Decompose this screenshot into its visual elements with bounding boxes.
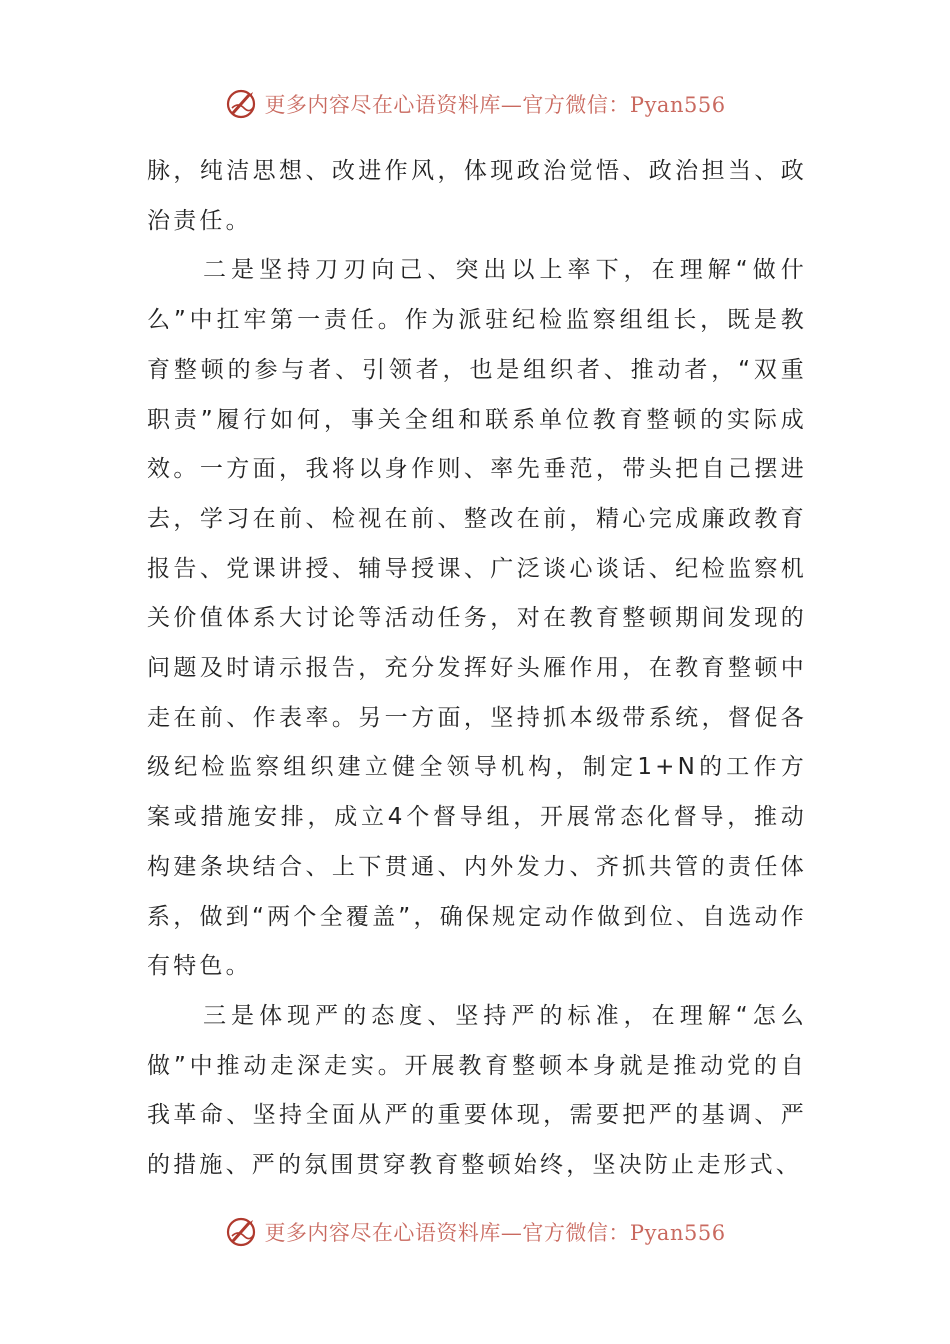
pen-seal-icon	[224, 1214, 260, 1250]
paragraph-third-point: 三是体现严的态度、坚持严的标准，在理解“怎么做”中推动走深走实。开展教育整顿本身就是推动党的自我革命、坚持全面从严的重要体现，需要把严的基调、严的措施、严的氛围贯穿教育整顿始终，坚决防止走形式、	[147, 1002, 807, 1179]
footer-banner-text: 更多内容尽在心语资料库—官方微信：Pyan556	[264, 1221, 726, 1245]
header-banner-text: 更多内容尽在心语资料库—官方微信：Pyan556	[264, 93, 726, 117]
paragraph-second-point: 二是坚持刀刃向己、突出以上率下，在理解“做什么”中扛牢第一责任。作为派驻纪检监察组组长，既是教育整顿的参与者、引领者，也是组织者、推动者，“双重职责”履行如何，事关全组和联系单位教育整顿的实际成效。一方面，我将以身作则、率先垂范，带头把自己摆进去，学习在前、检视在前、整改在前，精心完成廉政教育报告、党课讲授、辅导授课、广泛谈心谈话、纪检监察机关价值体系大讨论等活动任务，对在教育整顿期间发现的问题及时请示报告，充分发挥好头雁作用，在教育整顿中走在前、作表率。另一方面，坚持抓本级带系统，督促各级纪检监察组织建立健全领导机构，制定1+N的工作方案或措施安排，成立4个督导组，开展常态化督导，推动构建条块结合、上下贯通、内外发力、齐抓共管的责任体系，做到“两个全覆盖”，确保规定动作做到位、自选动作有特色。	[147, 257, 807, 980]
pen-seal-icon	[224, 86, 260, 122]
header-banner	[0, 84, 950, 124]
article-body	[147, 147, 807, 1191]
paragraph-continuation: 脉，纯洁思想、改进作风，体现政治觉悟、政治担当、政治责任。	[147, 158, 807, 234]
footer-banner	[0, 1212, 950, 1252]
